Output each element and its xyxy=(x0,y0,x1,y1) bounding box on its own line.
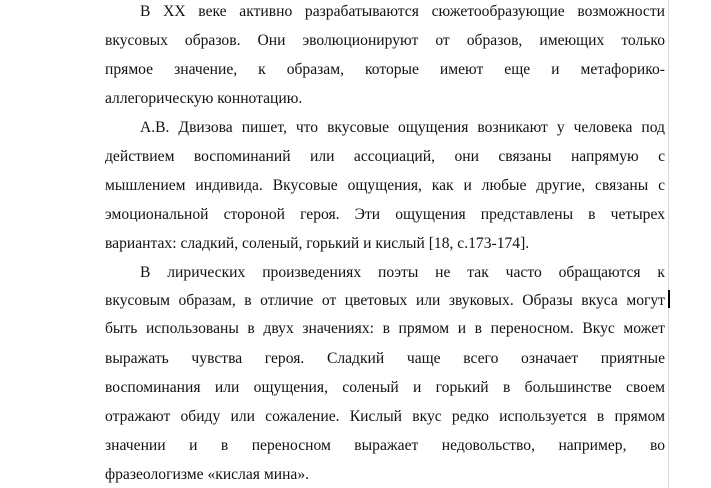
paragraph-3-line-7: значении и в переносном выражает недовольство, например, во xyxy=(105,437,665,454)
paragraph-1-line-1: В XX веке активно разрабатываются сюжетообразующие возможности xyxy=(140,3,665,20)
paragraph-1-line-4: аллегорическую коннотацию. xyxy=(105,90,303,107)
paragraph-3-line-4: выражать чувства героя. Сладкий чаще всего означает приятные xyxy=(105,350,665,367)
text-cursor xyxy=(668,290,670,308)
paragraph-2-line-5: вариантах: сладкий, соленый, горький и кислый [18, с.173-174]. xyxy=(105,235,530,252)
paragraph-2-line-2: действием воспоминаний или ассоциаций, они связаны напрямую с xyxy=(105,148,665,165)
paragraph-1-line-2: вкусовых образов. Они эволюционируют от образов, имеющих только xyxy=(105,32,665,49)
paragraph-3-line-6: отражают обиду или сожаление. Кислый вкус редко используется в прямом xyxy=(105,408,665,425)
paragraph-2-line-3: мышлением индивида. Вкусовые ощущения, как и любые другие, связаны с xyxy=(105,177,665,194)
paragraph-3-line-3: быть использованы в двух значениях: в прямом и в переносном. Вкус может xyxy=(105,320,665,337)
paragraph-3-line-5: воспоминания или ощущения, соленый и горький в большинстве своем xyxy=(105,379,665,396)
paragraph-3-line-1: В лирических произведениях поэты не так часто обращаются к xyxy=(140,264,665,281)
paragraph-3-line-8: фразеологизме «кислая мина». xyxy=(105,466,310,483)
right-margin-line xyxy=(668,0,669,488)
paragraph-2-line-4: эмоциональной стороной героя. Эти ощущения представлены в четырех xyxy=(105,206,665,223)
paragraph-3-line-2: вкусовым образам, в отличие от цветовых или звуковых. Образы вкуса могут xyxy=(105,292,665,309)
paragraph-1-line-3: прямое значение, к образам, которые имеют еще и метафорико- xyxy=(105,61,665,78)
paragraph-2-line-1: А.В. Двизова пишет, что вкусовые ощущения возникают у человека под xyxy=(140,119,665,136)
